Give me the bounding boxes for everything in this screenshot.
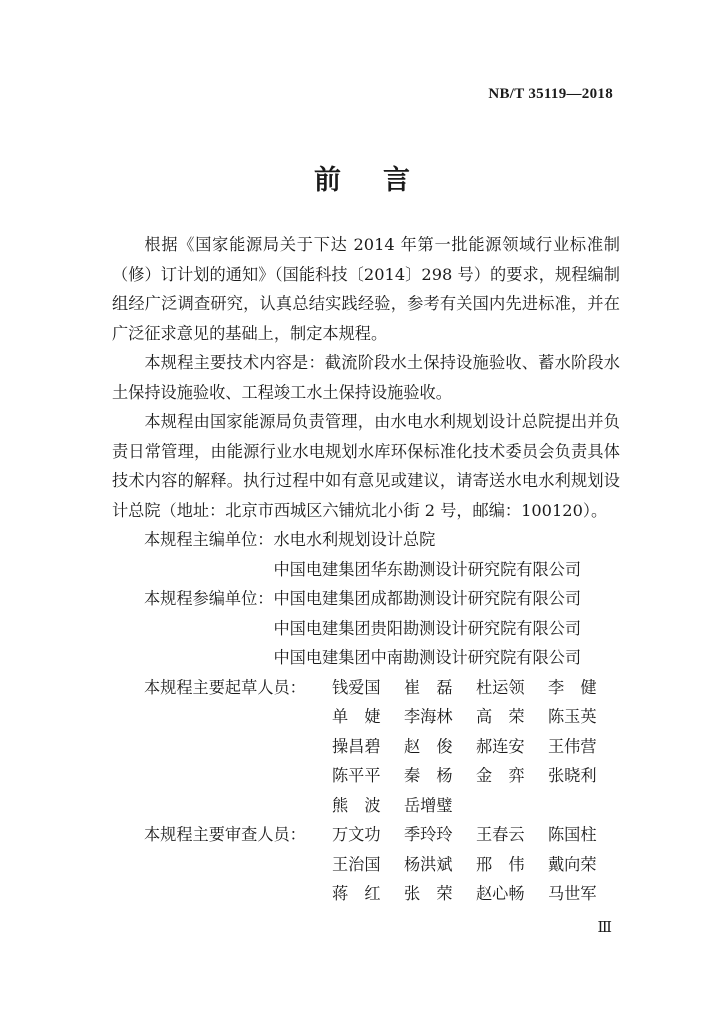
- page-number: Ⅲ: [597, 920, 612, 936]
- drafter-name: 单 婕: [332, 707, 381, 726]
- paragraph-basis: 根据《国家能源局关于下达 2014 年第一批能源领域行业标准制（修）订计划的通知》（国能科技〔2014〕298 号）的要求，规程编制组经广泛调查研究，认真总结实践经验，参考有关国内先进标准，并在广泛征求意见的基础上，制定本规程。: [112, 235, 620, 343]
- reviewer-name: 杨洪斌: [404, 854, 453, 874]
- reviewer-name: 蒋 红: [332, 884, 381, 903]
- reviewers-label: 本规程主要审查人员：: [144, 825, 306, 844]
- reviewers: [112, 820, 620, 909]
- drafter-name: 熊 波: [332, 795, 381, 815]
- standard-number: NB/T 35119—2018: [488, 86, 613, 102]
- page-title: 前言: [314, 165, 452, 196]
- paragraph-content: 本规程主要技术内容是：截流阶段水土保持设施验收、蓄水阶段水土保持设施验收、工程竣工水土保持设施验收。: [112, 353, 620, 402]
- editor-units: [112, 525, 620, 584]
- drafter-name: 杜运领: [476, 677, 525, 697]
- drafter-name: 王伟营: [548, 736, 597, 756]
- drafter-name: 金 弈: [476, 766, 525, 785]
- drafter-name: 钱爱国: [332, 677, 381, 697]
- drafters-list: [332, 673, 620, 821]
- editor-units-label: 本规程主编单位：: [144, 530, 274, 549]
- drafters: [112, 673, 620, 821]
- drafter-name: 秦 杨: [404, 766, 453, 785]
- reviewer-name: 邢 伟: [476, 854, 525, 874]
- participant-units-label: 本规程参编单位：: [144, 589, 274, 608]
- reviewer-name: 万文功: [332, 825, 381, 844]
- drafter-name: 陈玉英: [548, 707, 597, 726]
- drafter-name: 赵 俊: [404, 736, 453, 756]
- participant-unit: 中国电建集团成都勘测设计研究院有限公司: [273, 589, 582, 608]
- participant-unit: 中国电建集团贵阳勘测设计研究院有限公司: [273, 618, 582, 638]
- drafter-name: 张晓利: [548, 766, 597, 785]
- reviewers-list: [332, 820, 620, 909]
- editor-unit: 水电水利规划设计总院: [273, 530, 436, 549]
- reviewer-name: 马世军: [548, 884, 597, 903]
- reviewer-name: 陈国柱: [548, 825, 597, 844]
- drafter-name: 岳增璧: [404, 795, 453, 815]
- paragraph-management: 本规程由国家能源局负责管理，由水电水利规划设计总院提出并负责日常管理，由能源行业水电规划水库环保标准化技术委员会负责具体技术内容的解释。执行过程中如有意见或建议，请寄送水电水利规划设计总院（地址：北京市西城区六铺炕北小街 2 号，邮编：100120）。: [112, 412, 620, 520]
- drafter-name: 高 荣: [476, 707, 525, 726]
- reviewer-name: 戴向荣: [548, 854, 597, 874]
- drafter-name: 崔 磊: [404, 677, 453, 697]
- drafter-name: 李海林: [404, 707, 453, 726]
- reviewer-name: 王春云: [476, 825, 525, 844]
- drafter-name: 操昌碧: [332, 736, 381, 756]
- reviewer-name: 季玲玲: [404, 825, 453, 844]
- editor-unit: 中国电建集团华东勘测设计研究院有限公司: [273, 559, 582, 579]
- drafter-name: 李 健: [548, 677, 597, 697]
- preface-body: [112, 230, 620, 909]
- drafter-name: 郝连安: [476, 736, 525, 756]
- reviewer-name: 张 荣: [404, 884, 453, 903]
- participant-unit: 中国电建集团中南勘测设计研究院有限公司: [273, 648, 582, 667]
- participant-units: [112, 584, 620, 673]
- drafter-name: 陈平平: [332, 766, 381, 785]
- drafters-label: 本规程主要起草人员：: [144, 677, 306, 697]
- reviewer-name: 王治国: [332, 854, 381, 874]
- reviewer-name: 赵心畅: [476, 884, 525, 903]
